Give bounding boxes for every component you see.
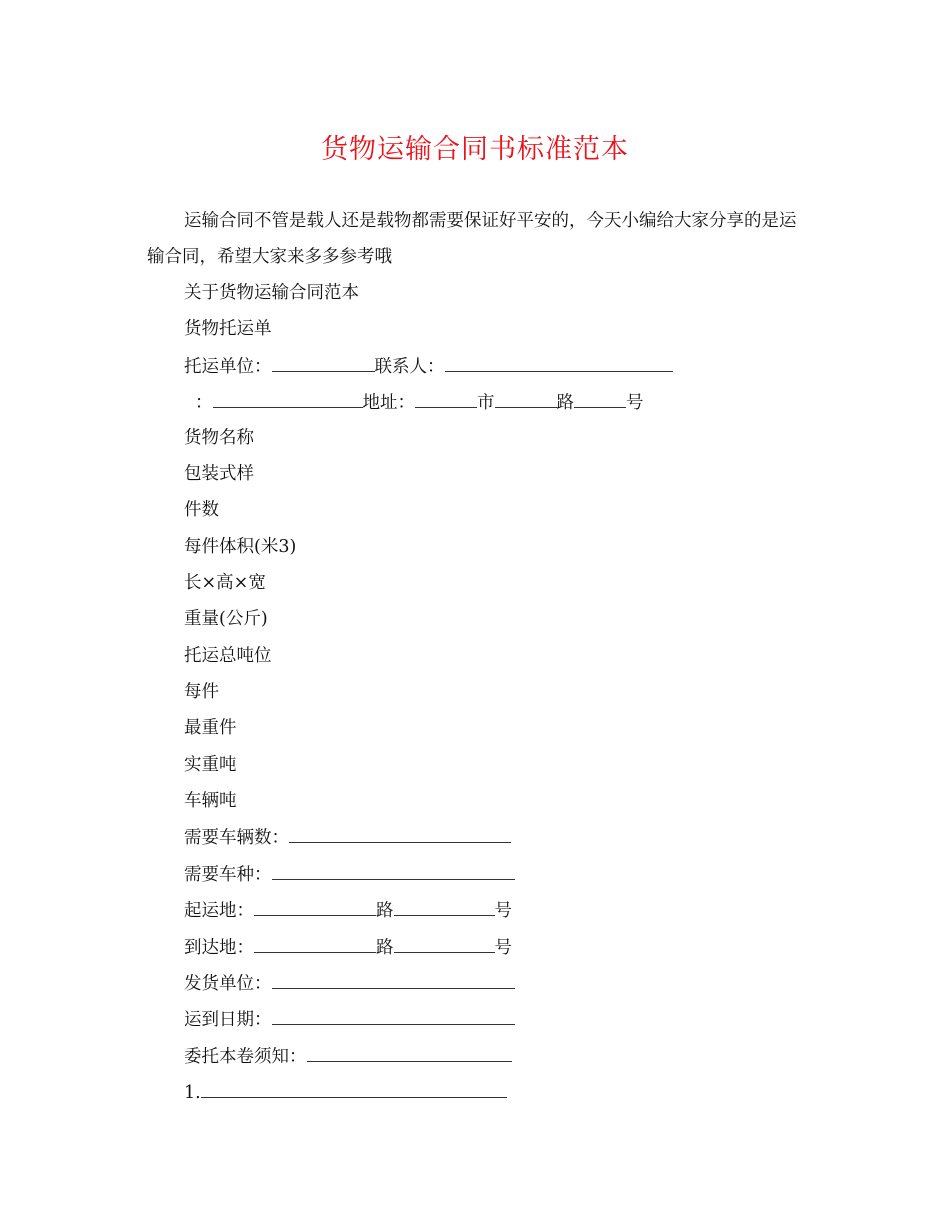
address-prefix-blank <box>213 389 363 408</box>
contact-blank <box>445 353 673 372</box>
shipper-row <box>184 353 673 380</box>
form-title: 货物托运单 <box>184 319 272 339</box>
dimensions: 长×高×宽 <box>184 573 266 593</box>
vehicles-needed-blank <box>289 824 511 843</box>
item1-label: 1. <box>184 1083 201 1103</box>
destination-row <box>184 934 512 961</box>
vehicle-ton: 车辆吨 <box>184 791 237 811</box>
destination-road-blank <box>394 934 495 953</box>
vehicles-needed-label: 需要车辆数： <box>184 828 289 848</box>
arrival-date-row <box>184 1006 515 1033</box>
origin-row <box>184 897 512 924</box>
item1-blank <box>201 1079 507 1098</box>
heading: 关于货物运输合同范本 <box>184 283 359 303</box>
pieces: 件数 <box>184 500 219 520</box>
contact-label: 联系人： <box>374 357 445 377</box>
intro-paragraph: 运输合同不管是载人还是载物都需要保证好平安的，今天小编给大家分享的是运输合同，希望大家来多多参考哦 <box>147 211 797 267</box>
shipper-label: 托运单位： <box>184 357 272 377</box>
arrival-date-label: 运到日期： <box>184 1010 272 1030</box>
origin-label: 起运地： <box>184 901 254 921</box>
number-blank <box>574 389 626 408</box>
destination-number-label: 号 <box>494 938 512 958</box>
notice-blank <box>307 1043 512 1062</box>
consignor-row <box>184 970 515 997</box>
address-prefix: ： <box>195 393 213 413</box>
weight: 重量(公斤) <box>184 609 268 629</box>
origin-road-label: 路 <box>376 901 394 921</box>
road-blank <box>495 389 557 408</box>
heaviest: 最重件 <box>184 718 237 738</box>
shipper-blank <box>272 353 375 372</box>
consignor-label: 发货单位： <box>184 974 272 994</box>
origin-blank <box>254 897 376 916</box>
notice-row <box>184 1043 512 1070</box>
address-row <box>195 389 644 416</box>
total-tonnage: 托运总吨位 <box>184 646 272 666</box>
per-piece: 每件 <box>184 682 219 702</box>
origin-number-label: 号 <box>494 901 512 921</box>
destination-blank <box>254 934 376 953</box>
vehicles-needed-row <box>184 824 511 851</box>
consignor-blank <box>272 970 515 989</box>
address-label: 地址： <box>362 393 415 413</box>
origin-road-blank <box>394 897 495 916</box>
road-label: 路 <box>556 393 574 413</box>
volume: 每件体积(米3) <box>184 537 297 557</box>
vehicle-type-blank <box>272 861 515 880</box>
notice-label: 委托本卷须知： <box>184 1047 307 1067</box>
document-title: 货物运输合同书标准范本 <box>321 134 629 165</box>
destination-road-label: 路 <box>376 938 394 958</box>
vehicle-type-label: 需要车种： <box>184 865 272 885</box>
city-blank <box>415 389 477 408</box>
arrival-date-blank <box>272 1006 515 1025</box>
cargo-name: 货物名称 <box>184 428 254 448</box>
item1-row <box>184 1079 507 1106</box>
packaging: 包装式样 <box>184 464 254 484</box>
city-label: 市 <box>477 393 495 413</box>
number-label: 号 <box>626 393 644 413</box>
actual-ton: 实重吨 <box>184 755 237 775</box>
vehicle-type-row <box>184 861 515 888</box>
destination-label: 到达地： <box>184 938 254 958</box>
